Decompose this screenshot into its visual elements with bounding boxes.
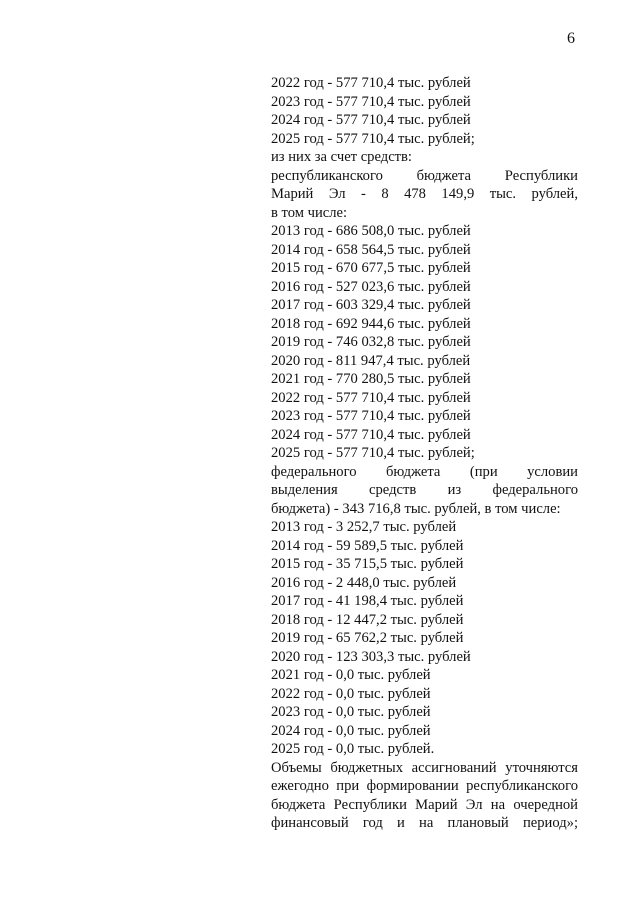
republic-year-line: 2025 год - 577 710,4 тыс. рублей; (271, 445, 475, 461)
republic-budget-heading: республиканского бюджета Республики (271, 167, 578, 184)
republic-year-line: 2018 год - 692 944,6 тыс. рублей (271, 315, 471, 332)
republic-year-line: 2022 год - 577 710,4 тыс. рублей (271, 389, 471, 406)
republic-year-line: 2023 год - 577 710,4 тыс. рублей (271, 408, 471, 424)
republic-year-line: 2017 год - 603 329,4 тыс. рублей (271, 297, 471, 313)
closing-line: ежегодно при формировании республиканского (271, 778, 578, 794)
federal-budget-condition: выделения средств из федерального (271, 482, 578, 498)
republic-year-line: 2014 год - 658 564,5 тыс. рублей (271, 241, 471, 258)
federal-year-line: 2020 год - 123 303,3 тыс. рублей (271, 648, 471, 665)
republic-year-line: 2019 год - 746 032,8 тыс. рублей (271, 334, 471, 350)
federal-year-line: 2021 год - 0,0 тыс. рублей (271, 667, 431, 683)
intro-line: 2023 год - 577 710,4 тыс. рублей (271, 93, 471, 110)
federal-year-line: 2016 год - 2 448,0 тыс. рублей (271, 574, 457, 591)
federal-year-line: 2025 год - 0,0 тыс. рублей. (271, 741, 435, 757)
federal-year-line: 2022 год - 0,0 тыс. рублей (271, 685, 431, 702)
document-body (271, 74, 578, 833)
page-number: 6 (567, 30, 575, 47)
republic-year-line: 2013 год - 686 508,0 тыс. рублей (271, 223, 471, 239)
republic-year-line: 2015 год - 670 677,5 тыс. рублей (271, 260, 471, 276)
republic-budget-total: Марий Эл - 8 478 149,9 тыс. рублей, (271, 186, 578, 202)
intro-line: 2024 год - 577 710,4 тыс. рублей (271, 112, 471, 128)
republic-budget-including: в том числе: (271, 204, 348, 221)
republic-year-line: 2020 год - 811 947,4 тыс. рублей (271, 352, 471, 369)
federal-budget-heading: федерального бюджета (при условии (271, 463, 578, 480)
federal-year-line: 2017 год - 41 198,4 тыс. рублей (271, 593, 464, 609)
federal-year-line: 2013 год - 3 252,7 тыс. рублей (271, 519, 457, 535)
intro-line: 2025 год - 577 710,4 тыс. рублей; (271, 130, 475, 147)
federal-year-line: 2024 год - 0,0 тыс. рублей (271, 722, 431, 739)
closing-line: финансовый год и на плановый период»; (271, 815, 578, 831)
republic-year-line: 2021 год - 770 280,5 тыс. рублей (271, 371, 471, 387)
federal-year-line: 2019 год - 65 762,2 тыс. рублей (271, 630, 464, 646)
federal-year-line: 2014 год - 59 589,5 тыс. рублей (271, 537, 464, 554)
republic-year-line: 2016 год - 527 023,6 тыс. рублей (271, 278, 471, 295)
federal-year-line: 2023 год - 0,0 тыс. рублей (271, 704, 431, 720)
closing-line: Объемы бюджетных ассигнований уточняются (271, 759, 578, 776)
closing-line: бюджета Республики Марий Эл на очередной (271, 796, 578, 813)
republic-year-line: 2024 год - 577 710,4 тыс. рублей (271, 426, 471, 443)
federal-budget-total: бюджета) - 343 716,8 тыс. рублей, в том числе: (271, 500, 561, 517)
federal-year-line: 2018 год - 12 447,2 тыс. рублей (271, 611, 464, 628)
intro-line: 2022 год - 577 710,4 тыс. рублей (271, 75, 471, 91)
federal-year-line: 2015 год - 35 715,5 тыс. рублей (271, 556, 464, 572)
intro-line: из них за счет средств: (271, 149, 412, 165)
